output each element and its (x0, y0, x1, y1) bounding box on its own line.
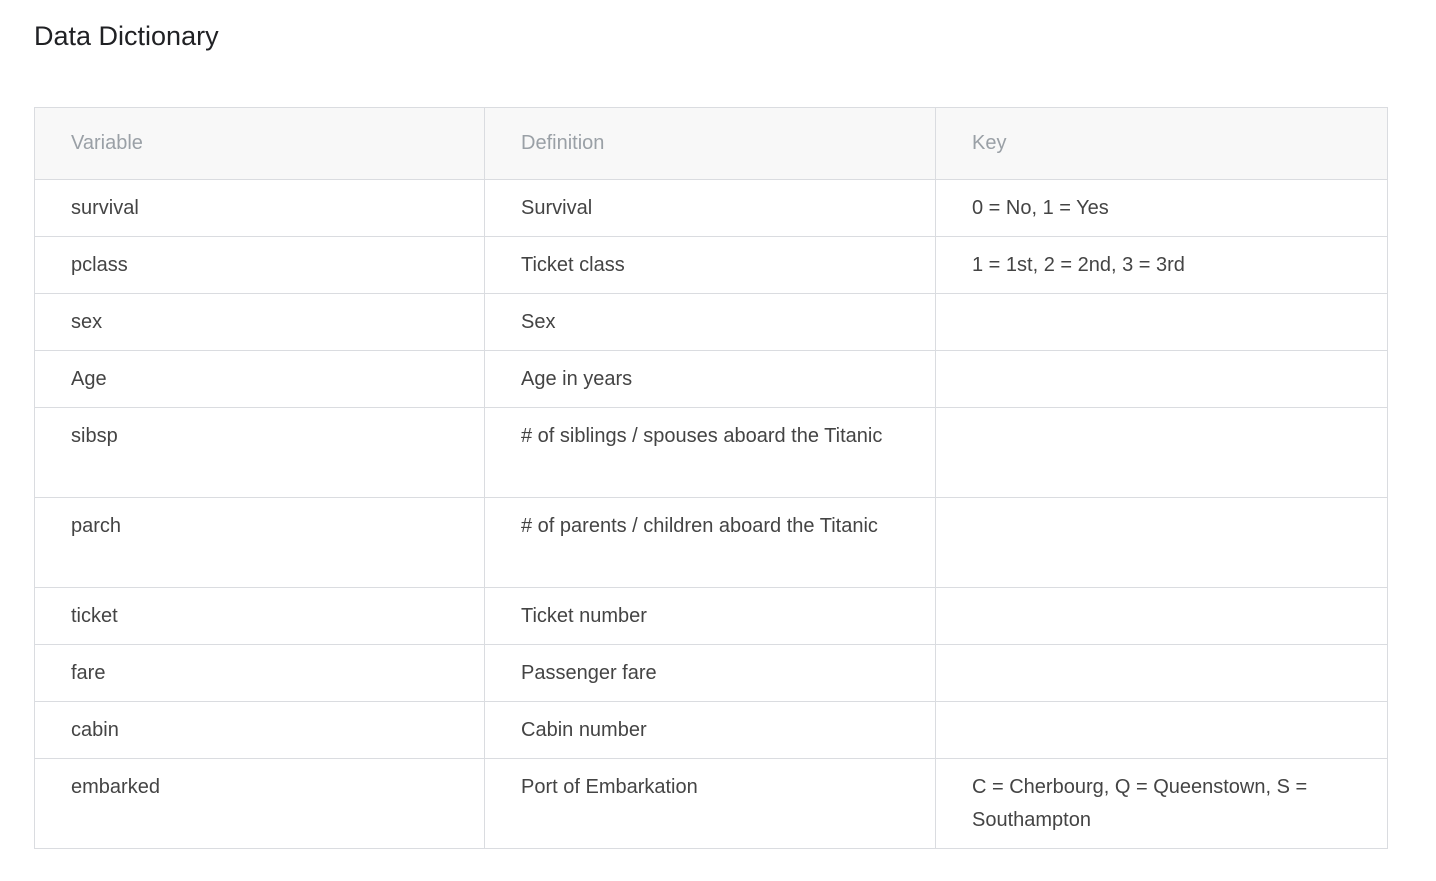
definition-cell: Survival (485, 180, 936, 237)
table-row (35, 498, 1388, 588)
table-row (35, 180, 1388, 237)
variable-cell: fare (35, 645, 485, 702)
definition-cell: Age in years (485, 351, 936, 408)
data-dictionary-table (34, 107, 1388, 849)
definition-cell: Sex (485, 294, 936, 351)
column-header-variable: Variable (35, 108, 485, 180)
table-header (35, 108, 1388, 180)
variable-cell: ticket (35, 588, 485, 645)
variable-cell: sibsp (35, 408, 485, 498)
definition-cell: Passenger fare (485, 645, 936, 702)
variable-cell: cabin (35, 702, 485, 759)
variable-cell: parch (35, 498, 485, 588)
key-cell (936, 351, 1388, 408)
column-header-key: Key (936, 108, 1388, 180)
table-row (35, 408, 1388, 498)
variable-cell: Age (35, 351, 485, 408)
key-cell (936, 588, 1388, 645)
table-row (35, 645, 1388, 702)
key-cell (936, 645, 1388, 702)
key-cell (936, 498, 1388, 588)
table-row (35, 702, 1388, 759)
definition-cell: Cabin number (485, 702, 936, 759)
definition-cell: Ticket number (485, 588, 936, 645)
key-cell (936, 408, 1388, 498)
definition-cell: # of parents / children aboard the Titanic (485, 498, 936, 588)
header-row (35, 108, 1388, 180)
definition-cell: Ticket class (485, 237, 936, 294)
key-cell: C = Cherbourg, Q = Queenstown, S = Southampton (936, 759, 1388, 849)
table-row (35, 588, 1388, 645)
variable-cell: sex (35, 294, 485, 351)
table-row (35, 351, 1388, 408)
definition-cell: # of siblings / spouses aboard the Titanic (485, 408, 936, 498)
definition-cell: Port of Embarkation (485, 759, 936, 849)
page-title: Data Dictionary (34, 21, 219, 51)
table-row (35, 237, 1388, 294)
variable-cell: survival (35, 180, 485, 237)
table-row (35, 759, 1388, 849)
table-row (35, 294, 1388, 351)
key-cell: 0 = No, 1 = Yes (936, 180, 1388, 237)
variable-cell: pclass (35, 237, 485, 294)
key-cell (936, 294, 1388, 351)
key-cell: 1 = 1st, 2 = 2nd, 3 = 3rd (936, 237, 1388, 294)
column-header-definition: Definition (485, 108, 936, 180)
variable-cell: embarked (35, 759, 485, 849)
key-cell (936, 702, 1388, 759)
table-body (35, 180, 1388, 849)
